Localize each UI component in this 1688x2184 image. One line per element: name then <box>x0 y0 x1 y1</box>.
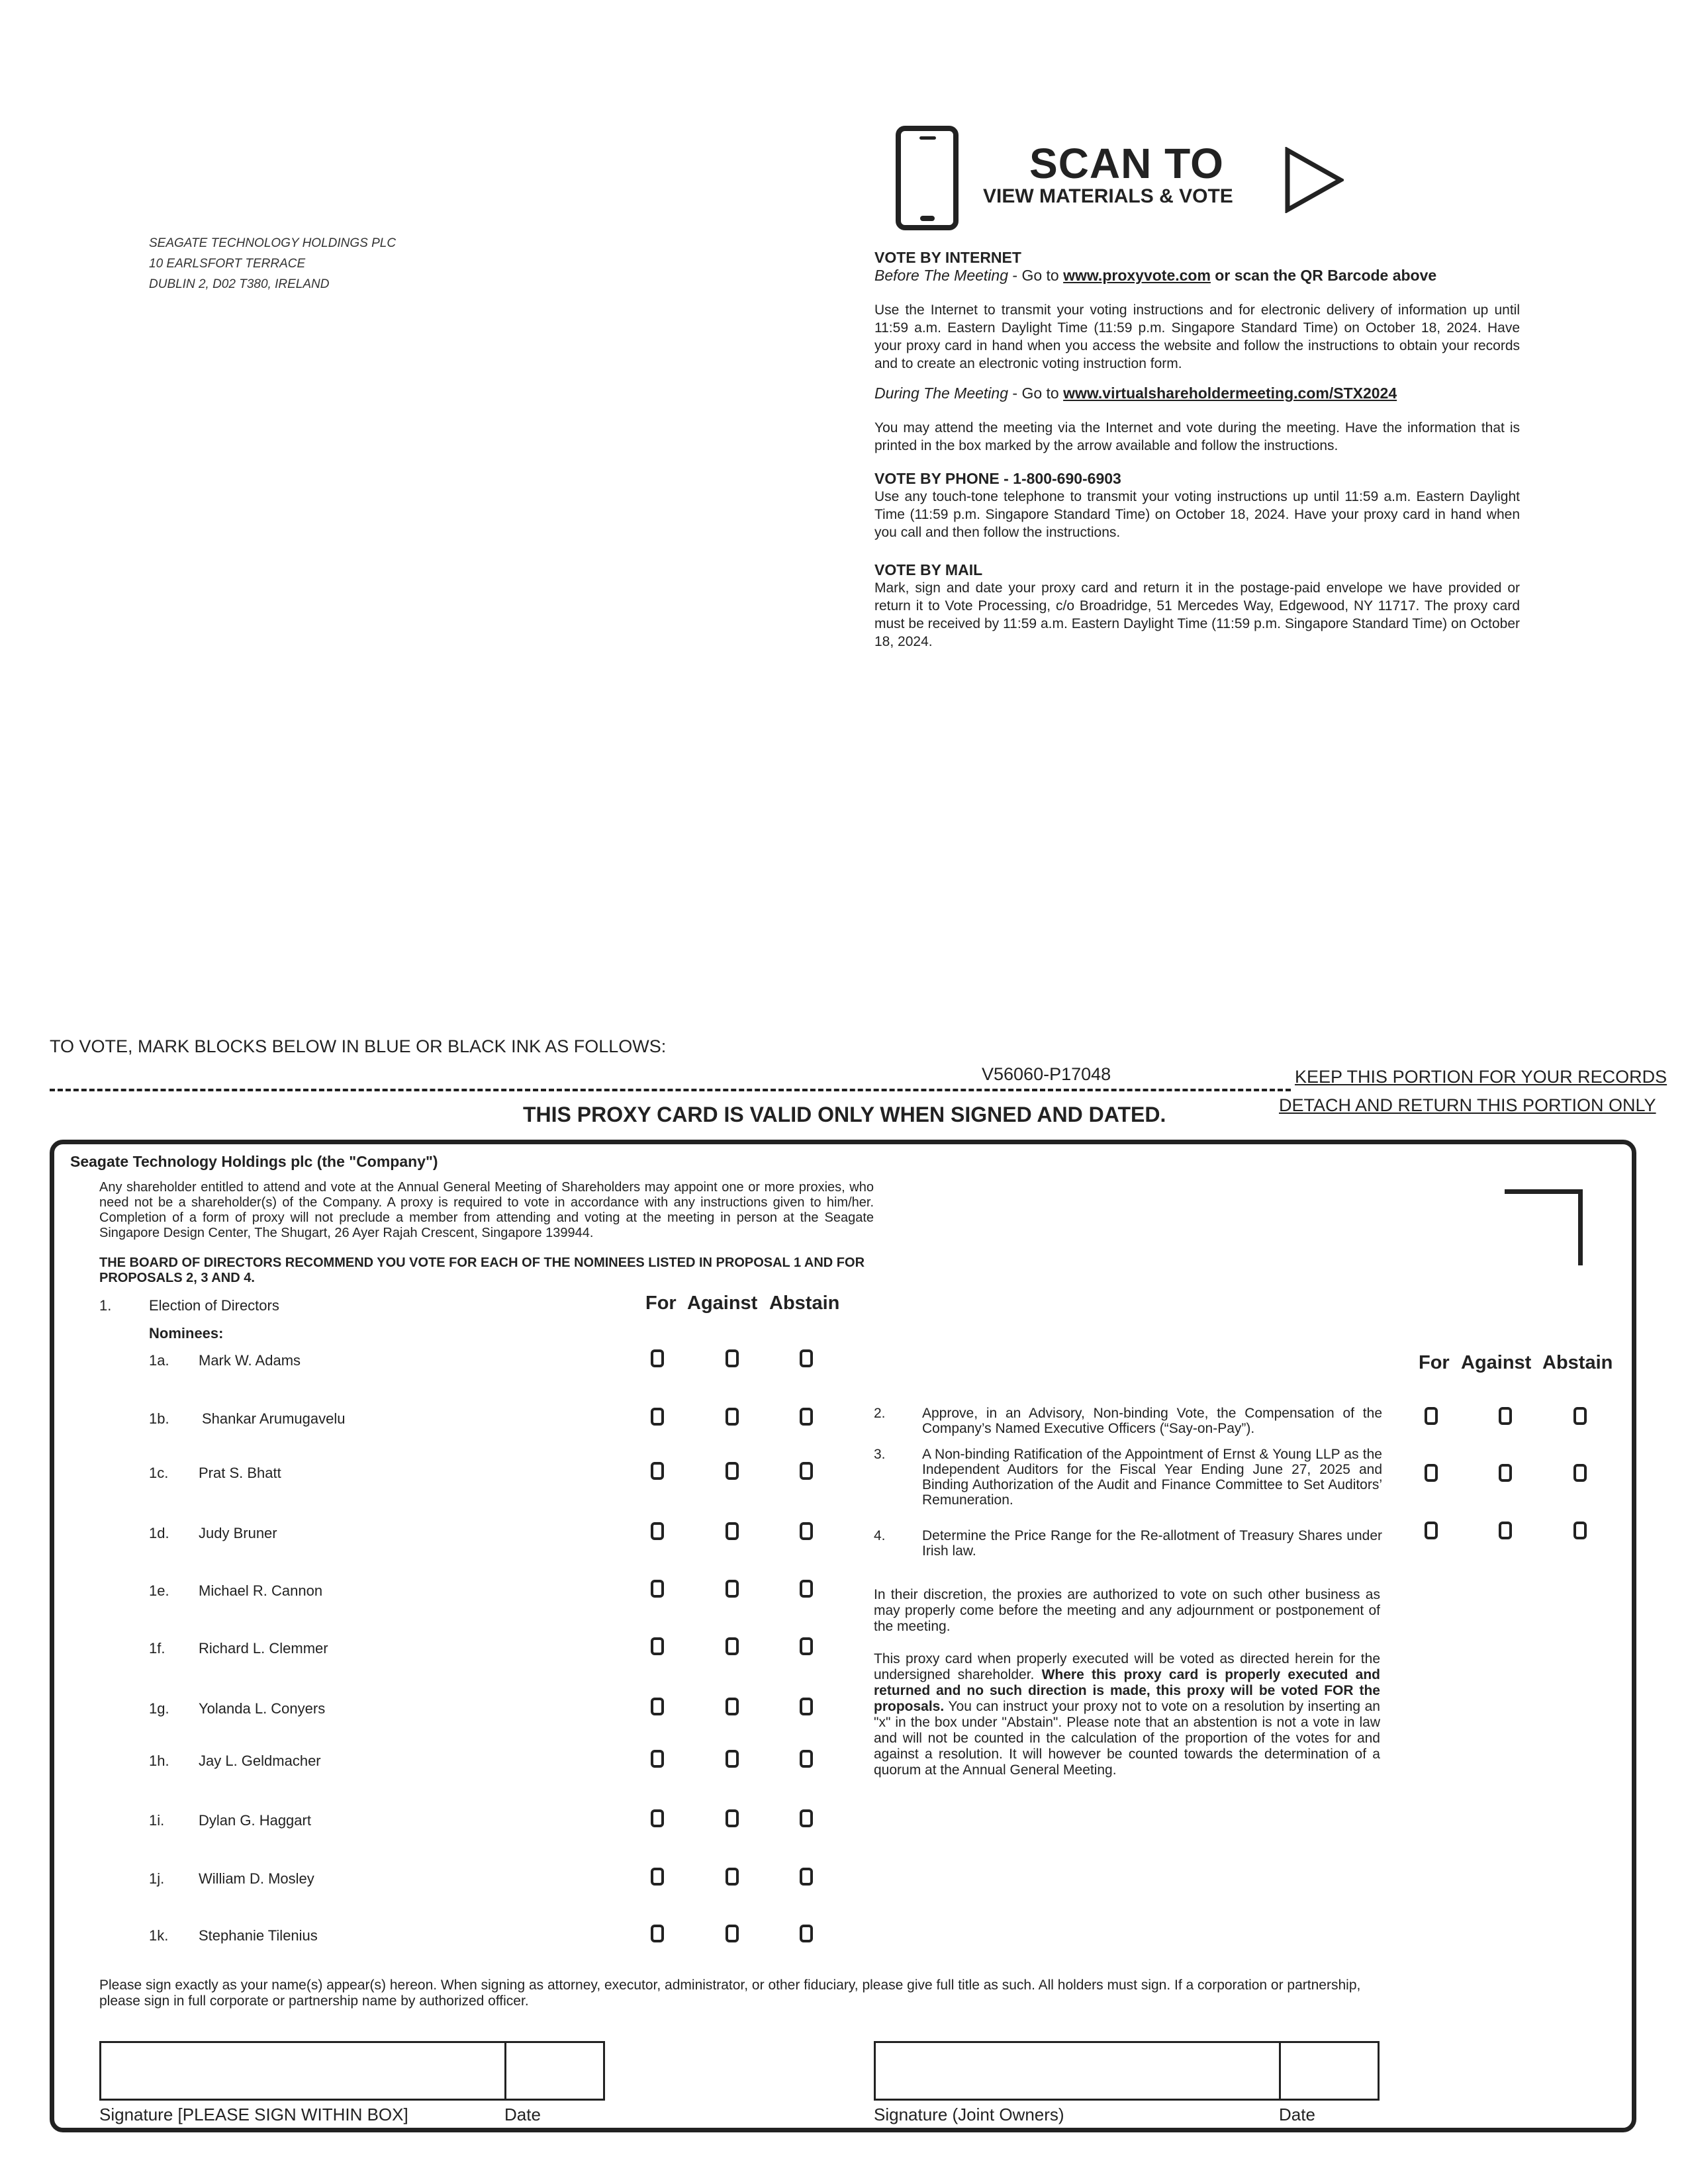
checkbox-abstain[interactable] <box>800 1580 813 1598</box>
vote-mail-body: Mark, sign and date your proxy card and return it in the postage-paid envelope we have provided or return it to Vote Processing, c/o Broadridge, 51 Mercedes Way, Edgewood, NY 11717. The proxy card must be received by 11:59 a.m. Eastern Daylight Time (11:59 p.m. Singapore Standard Time) on October 18, 2024. <box>874 580 1520 649</box>
scan-subtitle: VIEW MATERIALS & VOTE <box>983 185 1233 207</box>
date-label: Date <box>504 2105 541 2124</box>
checkbox-for[interactable] <box>651 1637 664 1655</box>
checkbox-against[interactable] <box>726 1522 739 1540</box>
proposal-2-checkbox-abstain[interactable] <box>1573 1407 1587 1425</box>
proposal-4-checkbox-for[interactable] <box>1425 1522 1438 1539</box>
proxy-intro: Any shareholder entitled to attend and vote at the Annual General Meeting of Shareholders may appoint one or more proxies, who need not be a shareholder(s) of the Company. A proxy is required to vote in accordance with any instructions given to him/her. Completion of a form of proxy will not preclude a member from attending and voting at the meeting in person at the Seagate Singapore Design Center, The Shugart, 26 Ayer Rajah Crescent, Singapore 139944. <box>99 1180 874 1240</box>
checkbox-against[interactable] <box>726 1868 739 1886</box>
column-for: For <box>645 1293 677 1314</box>
nominee-number: 1i. <box>149 1812 165 1829</box>
proposal-2-checkbox-against[interactable] <box>1499 1407 1512 1425</box>
nominee-name: Jay L. Geldmacher <box>199 1752 321 1769</box>
address-line-3: DUBLIN 2, D02 T380, IRELAND <box>149 277 330 291</box>
proxyvote-link[interactable]: www.proxyvote.com <box>1063 267 1211 284</box>
vote-internet-heading: VOTE BY INTERNET <box>874 249 1021 266</box>
nominees-label: Nominees: <box>149 1325 224 1342</box>
nominee-number: 1k. <box>149 1927 169 1944</box>
nominee-number: 1c. <box>149 1465 169 1481</box>
checkbox-against[interactable] <box>726 1349 739 1367</box>
during-meeting-body: You may attend the meeting via the Internet and vote during the meeting. Have the information that is printed in the box marked by the arrow available and follow the instructions. <box>874 420 1520 453</box>
proxy-note-part-a: This proxy card when properly executed will be voted as directed herein for the undersigned shareholder. <box>874 1651 1380 1682</box>
proxy-direction-note <box>874 1651 1380 1778</box>
mark-instructions: TO VOTE, MARK BLOCKS BELOW IN BLUE OR BLACK INK AS FOLLOWS: <box>50 1036 667 1056</box>
vote-mail-section <box>874 561 1520 651</box>
signature-box[interactable] <box>99 2041 605 2101</box>
nominee-name: Michael R. Cannon <box>199 1582 323 1599</box>
checkbox-against[interactable] <box>726 1809 739 1827</box>
checkbox-against[interactable] <box>726 1637 739 1655</box>
smartphone-icon <box>896 126 959 230</box>
proposal-3-checkbox-against[interactable] <box>1499 1464 1512 1482</box>
proposal-1-number: 1. <box>99 1297 112 1314</box>
signing-instructions: Please sign exactly as your name(s) appear(s) hereon. When signing as attorney, executor, administrator, or other fiduciary, please give full title as such. All holders must sign. If a corporation or partnership, please sign in full corporate or partnership name by authorized officer. <box>99 1978 1361 2009</box>
checkbox-abstain[interactable] <box>800 1809 813 1827</box>
during-meeting-line <box>874 385 1520 402</box>
checkbox-abstain[interactable] <box>800 1637 813 1655</box>
checkbox-abstain[interactable] <box>800 1750 813 1768</box>
proposal-4-checkbox-against[interactable] <box>1499 1522 1512 1539</box>
before-meeting-label: Before The Meeting <box>874 267 1009 284</box>
before-go-to: - Go to <box>1008 267 1064 284</box>
checkbox-abstain[interactable] <box>800 1925 813 1942</box>
corner-mark <box>1505 1189 1583 1265</box>
nominee-name: Stephanie Tilenius <box>199 1927 318 1944</box>
checkbox-for[interactable] <box>651 1925 664 1942</box>
detach-line <box>50 1089 1291 1091</box>
proposal-3-checkbox-for[interactable] <box>1425 1464 1438 1482</box>
signature-label: Signature [PLEASE SIGN WITHIN BOX] <box>99 2105 408 2124</box>
checkbox-for[interactable] <box>651 1349 664 1367</box>
checkbox-abstain[interactable] <box>800 1868 813 1886</box>
proposal-4-checkbox-abstain[interactable] <box>1573 1522 1587 1539</box>
proposal-2-checkbox-for[interactable] <box>1425 1407 1438 1425</box>
proxy-note-part-c: You can instruct your proxy not to vote on a resolution by inserting an "x" in the box under "Abstain". Please note that an abstention is not a vote in law and will not be counted in the calculation of the proportion of the votes for and against a resolution. It will however be counted towards the determination of a quorum at the Annual General Meeting. <box>874 1699 1380 1778</box>
checkbox-abstain[interactable] <box>800 1698 813 1715</box>
keep-portion-label: KEEP THIS PORTION FOR YOUR RECORDS <box>1295 1067 1667 1087</box>
nominee-number: 1h. <box>149 1752 169 1769</box>
proposal-3-checkbox-abstain[interactable] <box>1573 1464 1587 1482</box>
valid-notice: THIS PROXY CARD IS VALID ONLY WHEN SIGNED AND DATED. <box>523 1103 1166 1126</box>
nominee-name: Mark W. Adams <box>199 1352 301 1369</box>
scan-title: SCAN TO <box>1029 140 1224 187</box>
during-go-to: - Go to <box>1008 385 1064 402</box>
column-against: Against <box>687 1293 758 1314</box>
nominee-number: 1a. <box>149 1352 169 1369</box>
proposal-2-text: Approve, in an Advisory, Non-binding Vote, the Compensation of the Company’s Named Executive Officers (“Say-on-Pay”). <box>922 1406 1382 1436</box>
column-abstain: Abstain <box>769 1293 840 1314</box>
vote-mail-heading: VOTE BY MAIL <box>874 561 983 578</box>
column-abstain-right: Abstain <box>1542 1352 1613 1373</box>
before-meeting-line <box>874 267 1520 285</box>
checkbox-for[interactable] <box>651 1868 664 1886</box>
nominee-number: 1d. <box>149 1525 169 1541</box>
proposal-3-text: A Non-binding Ratification of the Appointment of Ernst & Young LLP as the Independent Auditors for the Fiscal Year Ending June 27, 2025 and Binding Authorization of the Audit and Finance Committee to Set Auditors’ Remuneration. <box>922 1447 1382 1508</box>
company-name: Seagate Technology Holdings plc (the "Company") <box>70 1153 438 1170</box>
nominee-name: Yolanda L. Conyers <box>199 1700 326 1717</box>
before-meeting-body: Use the Internet to transmit your voting instructions and for electronic delivery of information up until 11:59 a.m. Eastern Daylight Time (11:59 p.m. Singapore Standard Time) on October 18, 2024. Have your proxy card in hand when you access the website and follow the instructions to obtain your records and to create an electronic voting instruction form. <box>874 302 1520 371</box>
checkbox-for[interactable] <box>651 1522 664 1540</box>
vote-internet-section <box>874 249 1520 285</box>
nominee-number: 1f. <box>149 1640 165 1657</box>
detach-portion-label: DETACH AND RETURN THIS PORTION ONLY <box>1279 1095 1656 1115</box>
vote-phone-heading: VOTE BY PHONE - 1-800-690-6903 <box>874 470 1121 487</box>
checkbox-abstain[interactable] <box>800 1408 813 1426</box>
checkbox-against[interactable] <box>726 1698 739 1715</box>
board-recommendation: THE BOARD OF DIRECTORS RECOMMEND YOU VOTE FOR EACH OF THE NOMINEES LISTED IN PROPOSAL 1 AND FOR PROPOSALS 2, 3 AND 4. <box>99 1255 865 1285</box>
nominee-number: 1e. <box>149 1582 169 1599</box>
nominee-name: Shankar Arumugavelu <box>202 1410 346 1427</box>
joint-signature-box[interactable] <box>874 2041 1380 2101</box>
proposal-4-number: 4. <box>874 1528 886 1543</box>
checkbox-for[interactable] <box>651 1750 664 1768</box>
checkbox-for[interactable] <box>651 1580 664 1598</box>
nominee-name: Dylan G. Haggart <box>199 1812 311 1829</box>
proxy-note-bold: Where this proxy card is properly executed and returned and no such direction is made, this proxy will be voted FOR the proposals. <box>874 1667 1381 1714</box>
checkbox-against[interactable] <box>726 1750 739 1768</box>
signature-date-divider <box>504 2041 506 2101</box>
vote-phone-section <box>874 470 1520 541</box>
address-line-1: SEAGATE TECHNOLOGY HOLDINGS PLC <box>149 236 397 250</box>
nominee-name: William D. Mosley <box>199 1870 314 1887</box>
nominee-name: Prat S. Bhatt <box>199 1465 281 1481</box>
address-line-2: 10 EARLSFORT TERRACE <box>149 257 306 271</box>
play-arrow-icon <box>1284 147 1344 213</box>
column-for-right: For <box>1419 1352 1450 1373</box>
nominee-number: 1j. <box>149 1870 165 1887</box>
nominee-number: 1g. <box>149 1700 169 1717</box>
nominee-name: Richard L. Clemmer <box>199 1640 328 1657</box>
column-against-right: Against <box>1461 1352 1532 1373</box>
checkbox-for[interactable] <box>651 1698 664 1715</box>
proposal-4-text: Determine the Price Range for the Re-allotment of Treasury Shares under Irish law. <box>922 1528 1382 1559</box>
control-code: V56060-P17048 <box>982 1064 1111 1084</box>
checkbox-against[interactable] <box>726 1462 739 1480</box>
nominee-name: Judy Bruner <box>199 1525 277 1541</box>
joint-date-label: Date <box>1279 2105 1315 2124</box>
during-meeting-label: During The Meeting <box>874 385 1008 402</box>
vote-phone-body: Use any touch-tone telephone to transmit your voting instructions up until 11:59 a.m. Eastern Daylight Time (11:59 p.m. Singapore Standard Time) on October 18, 2024. Have your proxy card in hand when you call and then follow the instructions. <box>874 489 1520 540</box>
checkbox-for[interactable] <box>651 1809 664 1827</box>
proposal-3-number: 3. <box>874 1447 886 1462</box>
discretion-text: In their discretion, the proxies are authorized to vote on such other business as may properly come before the meeting and any adjournment or postponement of the meeting. <box>874 1587 1380 1634</box>
joint-date-divider <box>1279 2041 1281 2101</box>
proposal-1-label: Election of Directors <box>149 1297 279 1314</box>
virtual-meeting-link[interactable]: www.virtualshareholdermeeting.com/STX2024 <box>1063 385 1397 402</box>
return-address <box>149 233 396 295</box>
joint-signature-label: Signature (Joint Owners) <box>874 2105 1064 2124</box>
checkbox-abstain[interactable] <box>800 1522 813 1540</box>
qr-instruction: or scan the QR Barcode above <box>1210 267 1437 284</box>
checkbox-against[interactable] <box>726 1925 739 1942</box>
checkbox-abstain[interactable] <box>800 1349 813 1367</box>
checkbox-for[interactable] <box>651 1462 664 1480</box>
checkbox-abstain[interactable] <box>800 1462 813 1480</box>
checkbox-for[interactable] <box>651 1408 664 1426</box>
checkbox-against[interactable] <box>726 1408 739 1426</box>
nominee-number: 1b. <box>149 1410 169 1427</box>
proposal-2-number: 2. <box>874 1406 886 1421</box>
checkbox-against[interactable] <box>726 1580 739 1598</box>
